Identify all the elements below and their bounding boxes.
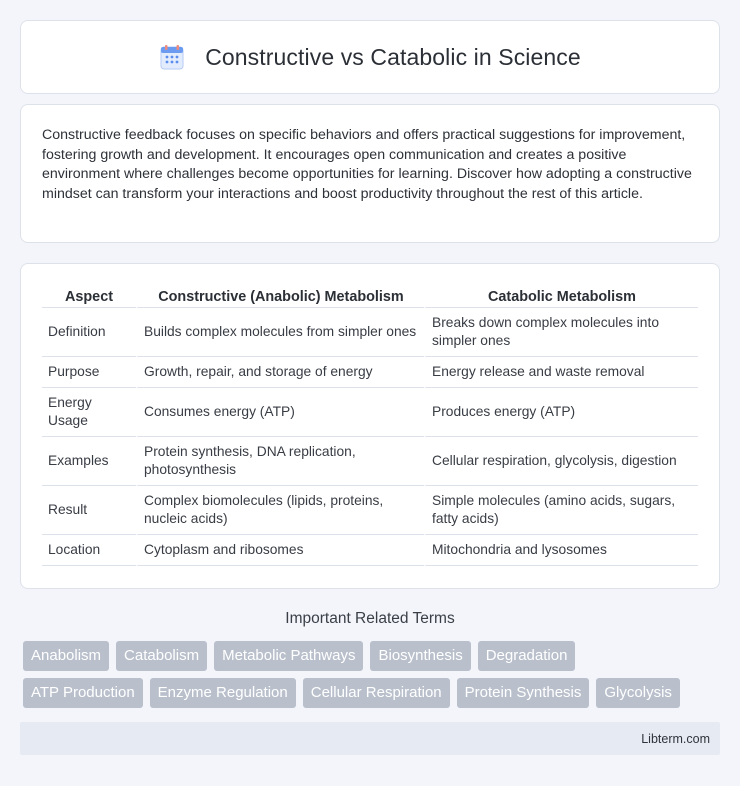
catabolic-cell: Mitochondria and lysosomes — [424, 535, 698, 566]
constructive-cell: Growth, repair, and storage of energy — [136, 357, 424, 388]
footer-site-link[interactable]: Libterm.com — [641, 731, 710, 746]
page-title: Constructive vs Catabolic in Science — [205, 43, 581, 70]
table-row — [42, 308, 698, 357]
table-row — [42, 535, 698, 566]
tag-degradation[interactable]: Degradation — [478, 641, 576, 671]
tag-catabolism[interactable]: Catabolism — [116, 641, 207, 671]
constructive-cell: Protein synthesis, DNA replication, photosynthesis — [136, 437, 424, 486]
table-row — [42, 388, 698, 437]
column-header-constructive: Constructive (Anabolic) Metabolism — [136, 286, 424, 308]
catabolic-cell: Cellular respiration, glycolysis, digestion — [424, 437, 698, 486]
table-header-row — [42, 286, 698, 308]
constructive-cell: Cytoplasm and ribosomes — [136, 535, 424, 566]
comparison-card — [20, 263, 720, 589]
footer-bar — [20, 722, 720, 755]
tag-glycolysis[interactable]: Glycolysis — [596, 678, 680, 708]
constructive-cell: Complex biomolecules (lipids, proteins, nucleic acids) — [136, 486, 424, 535]
table-row — [42, 357, 698, 388]
catabolic-cell: Energy release and waste removal — [424, 357, 698, 388]
calendar-icon — [159, 44, 185, 70]
catabolic-cell: Produces energy (ATP) — [424, 388, 698, 437]
tag-row — [23, 641, 723, 671]
intro-card — [20, 104, 720, 243]
title-card — [20, 20, 720, 94]
row-aspect-cell: Definition — [42, 308, 136, 357]
column-header-catabolic: Catabolic Metabolism — [424, 286, 698, 308]
tag-cellular-respiration[interactable]: Cellular Respiration — [303, 678, 450, 708]
tag-protein-synthesis[interactable]: Protein Synthesis — [457, 678, 590, 708]
constructive-cell: Builds complex molecules from simpler ones — [136, 308, 424, 357]
row-aspect-cell: Result — [42, 486, 136, 535]
table-row — [42, 437, 698, 486]
catabolic-cell: Breaks down complex molecules into simpler ones — [424, 308, 698, 357]
tag-metabolic-pathways[interactable]: Metabolic Pathways — [214, 641, 363, 671]
tag-anabolism[interactable]: Anabolism — [23, 641, 109, 671]
row-aspect-cell: Energy Usage — [42, 388, 136, 437]
catabolic-cell: Simple molecules (amino acids, sugars, fatty acids) — [424, 486, 698, 535]
row-aspect-cell: Purpose — [42, 357, 136, 388]
tag-biosynthesis[interactable]: Biosynthesis — [370, 641, 470, 671]
constructive-cell: Consumes energy (ATP) — [136, 388, 424, 437]
related-terms-tags — [23, 641, 723, 715]
tag-atp-production[interactable]: ATP Production — [23, 678, 143, 708]
intro-paragraph: Constructive feedback focuses on specific behaviors and offers practical suggestions for improvement, fostering growth and development. It encourages open communication and creates a positive environment where challenges become opportunities for learning. Discover how adopting a constructive mindset can transform your interactions and boost productivity throughout the rest of this article. — [42, 127, 692, 202]
column-header-aspect: Aspect — [42, 286, 136, 308]
row-aspect-cell: Location — [42, 535, 136, 566]
related-terms-heading: Important Related Terms — [285, 610, 455, 627]
tag-row — [23, 678, 723, 708]
tag-enzyme-regulation[interactable]: Enzyme Regulation — [150, 678, 296, 708]
table-row — [42, 486, 698, 535]
comparison-table — [42, 286, 698, 566]
row-aspect-cell: Examples — [42, 437, 136, 486]
